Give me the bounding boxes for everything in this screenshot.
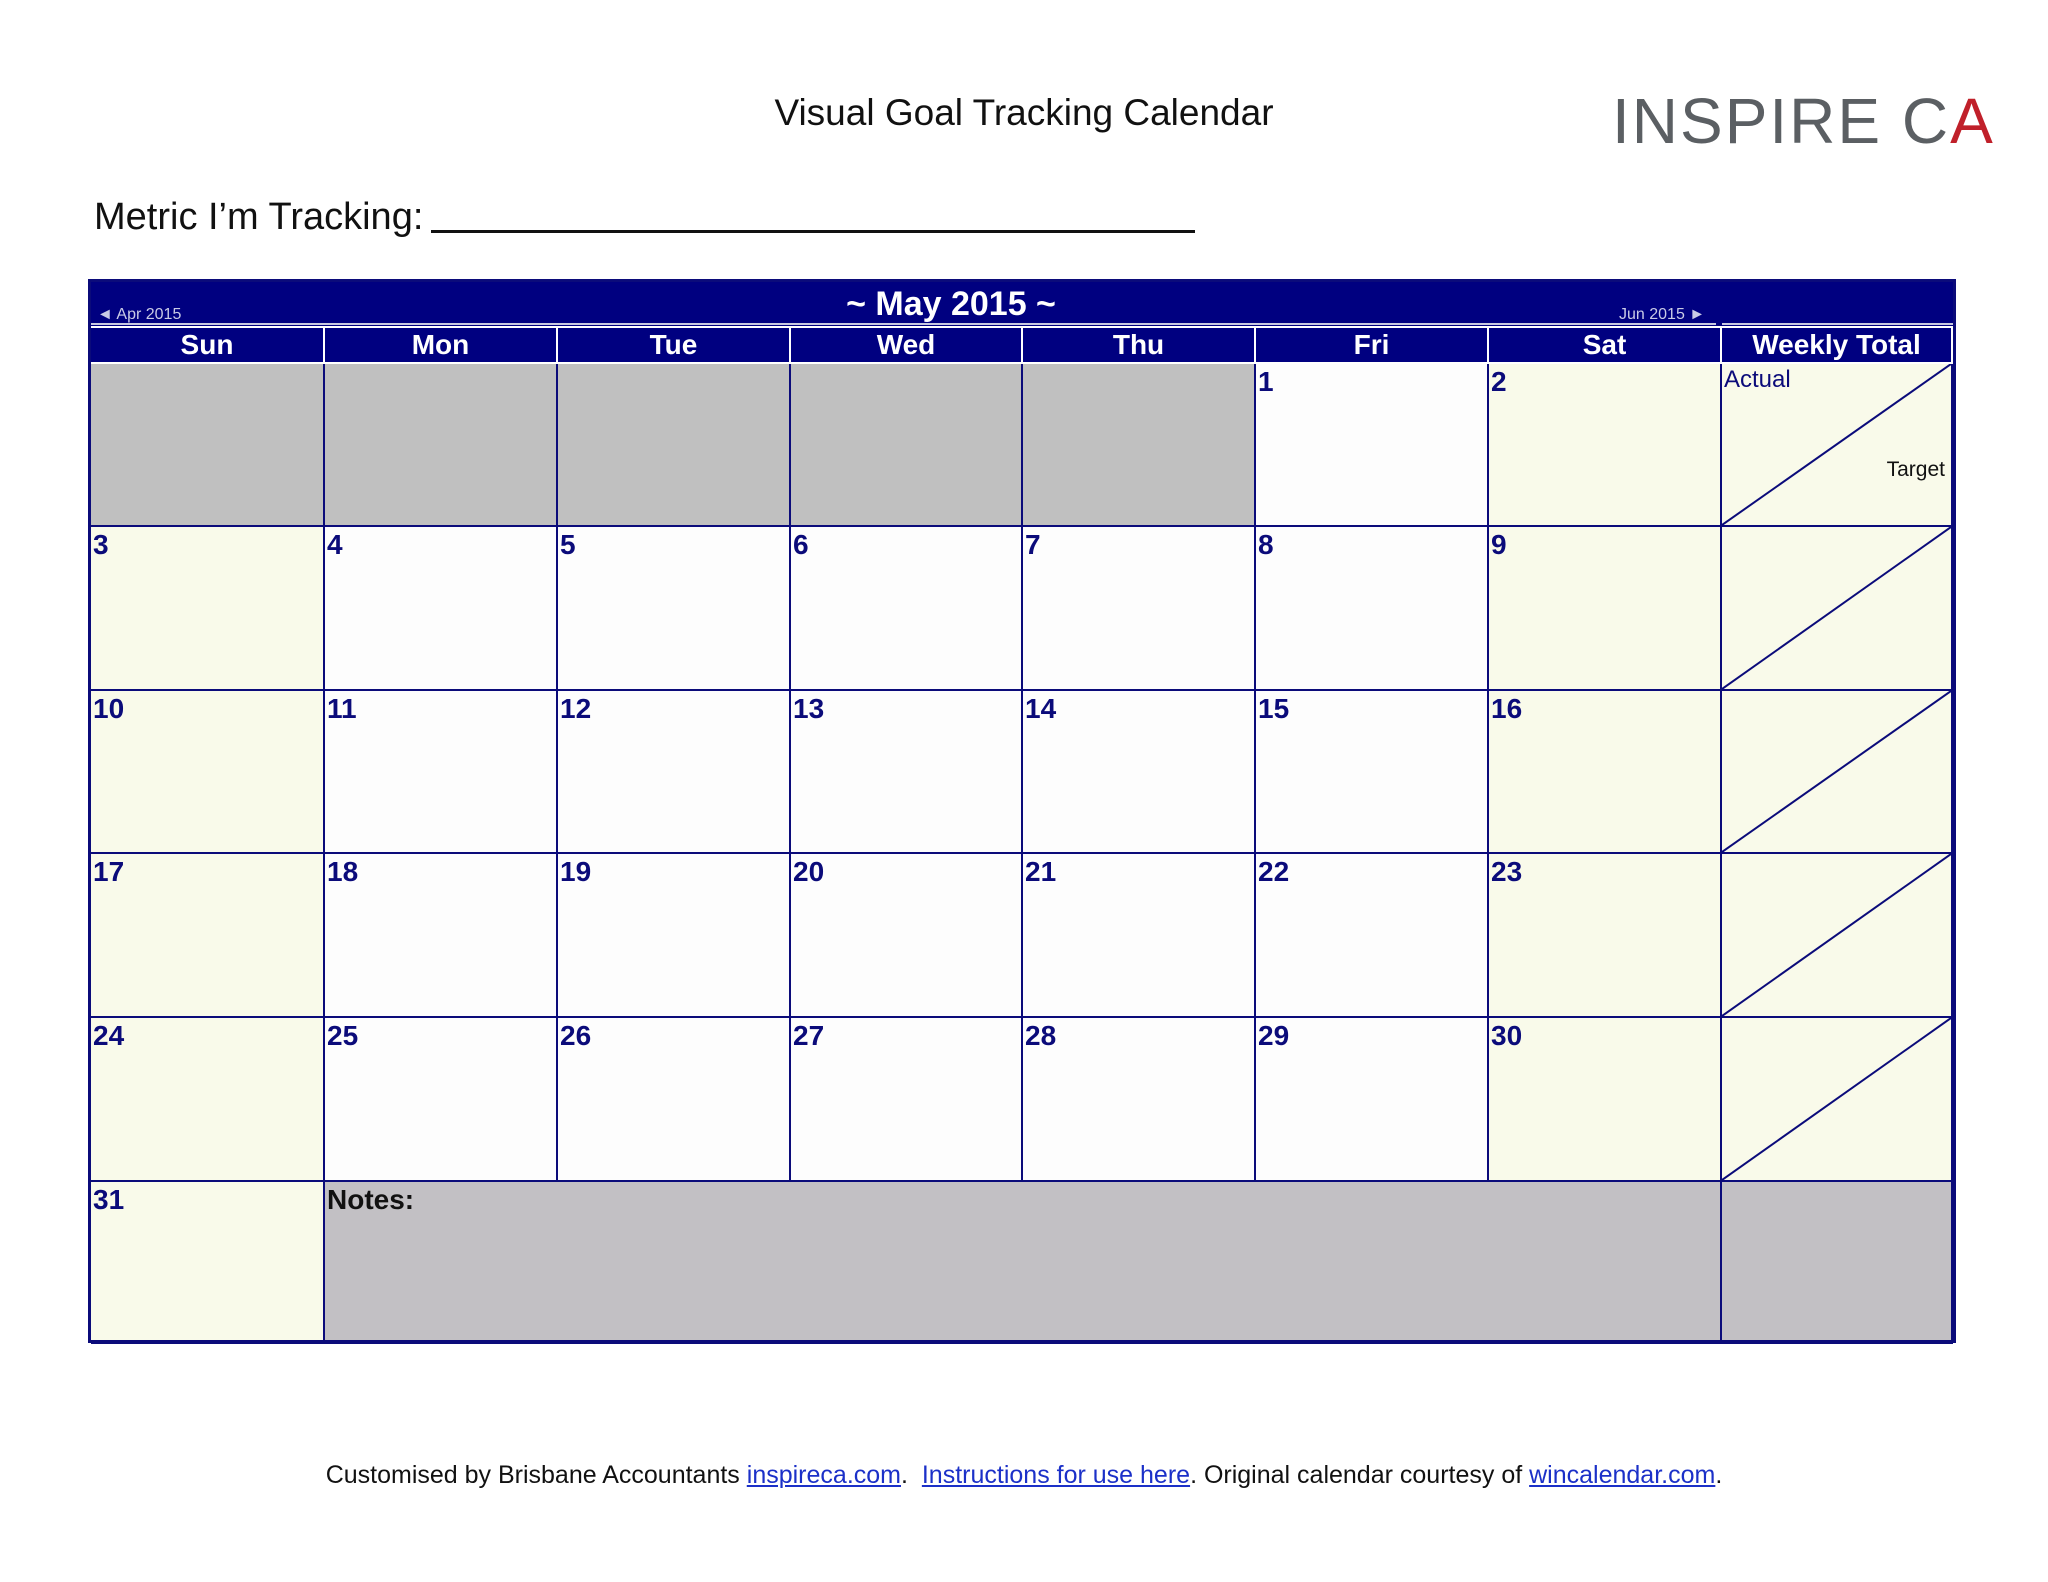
weekday-header-weekly-total: Weekly Total — [1722, 328, 1951, 362]
day-number: 26 — [560, 1020, 592, 1051]
actual-label: Actual — [1724, 366, 1791, 393]
footer-text-2: . — [901, 1461, 908, 1489]
day-number: 14 — [1025, 693, 1057, 724]
day-number: 21 — [1025, 856, 1057, 887]
day-number: 6 — [793, 529, 809, 560]
calendar-border — [88, 279, 1956, 1343]
day-number: 30 — [1491, 1020, 1523, 1051]
notes-label: Notes: — [327, 1184, 415, 1215]
inspireca-link[interactable]: inspireca.com — [746, 1461, 901, 1489]
day-number: 17 — [93, 856, 125, 887]
footer-text-1: Customised by Brisbane Accountants — [325, 1461, 740, 1489]
metric-label: Metric I’m Tracking: — [94, 196, 424, 238]
footer-text-4: . — [1715, 1461, 1723, 1489]
day-number: 1 — [1258, 366, 1274, 397]
document-title: Visual Goal Tracking Calendar — [774, 92, 1274, 133]
day-number: 27 — [793, 1020, 825, 1051]
weekday-header-sun: Sun — [91, 328, 323, 362]
day-number: 23 — [1491, 856, 1523, 887]
day-number: 12 — [560, 693, 592, 724]
day-number: 3 — [93, 529, 109, 560]
weekday-header-fri: Fri — [1256, 328, 1487, 362]
day-number: 4 — [327, 529, 343, 560]
day-number: 29 — [1258, 1020, 1290, 1051]
inspire-ca-logo: INSPIRE CA — [1612, 85, 1995, 157]
weekday-header-thu: Thu — [1023, 328, 1254, 362]
day-number: 24 — [93, 1020, 125, 1051]
day-number: 8 — [1258, 529, 1274, 560]
day-number: 5 — [560, 529, 576, 560]
month-title: ~ May 2015 ~ — [846, 285, 1056, 323]
next-month-link[interactable]: Jun 2015 ► — [1619, 306, 1706, 323]
footer-text-3: . Original calendar courtesy of — [1190, 1461, 1523, 1489]
day-number: 25 — [327, 1020, 359, 1051]
metric-tracking-field — [94, 196, 1195, 239]
instructions-link[interactable]: Instructions for use here — [921, 1461, 1191, 1489]
footer — [0, 1461, 2048, 1490]
day-number: 7 — [1025, 529, 1041, 560]
day-number: 2 — [1491, 366, 1507, 397]
day-number: 16 — [1491, 693, 1523, 724]
day-number: 13 — [793, 693, 825, 724]
calendar — [88, 279, 1956, 1343]
day-number: 19 — [560, 856, 592, 887]
weekday-header-wed: Wed — [791, 328, 1021, 362]
target-label: Target — [1886, 458, 1945, 481]
wincalendar-link[interactable]: wincalendar.com — [1529, 1461, 1716, 1489]
weekday-header-mon: Mon — [325, 328, 556, 362]
day-number: 15 — [1258, 693, 1290, 724]
day-number: 10 — [93, 693, 125, 724]
prev-month-link[interactable]: ◄ Apr 2015 — [97, 306, 182, 323]
day-number: 28 — [1025, 1020, 1057, 1051]
weekday-header-sat: Sat — [1489, 328, 1720, 362]
day-number: 11 — [327, 693, 357, 724]
metric-blank-line[interactable] — [431, 200, 1195, 233]
weekday-header-tue: Tue — [558, 328, 789, 362]
day-number: 18 — [327, 856, 359, 887]
day-number: 20 — [793, 856, 825, 887]
day-number: 31 — [93, 1184, 125, 1215]
day-number: 9 — [1491, 529, 1507, 560]
day-number: 22 — [1258, 856, 1290, 887]
